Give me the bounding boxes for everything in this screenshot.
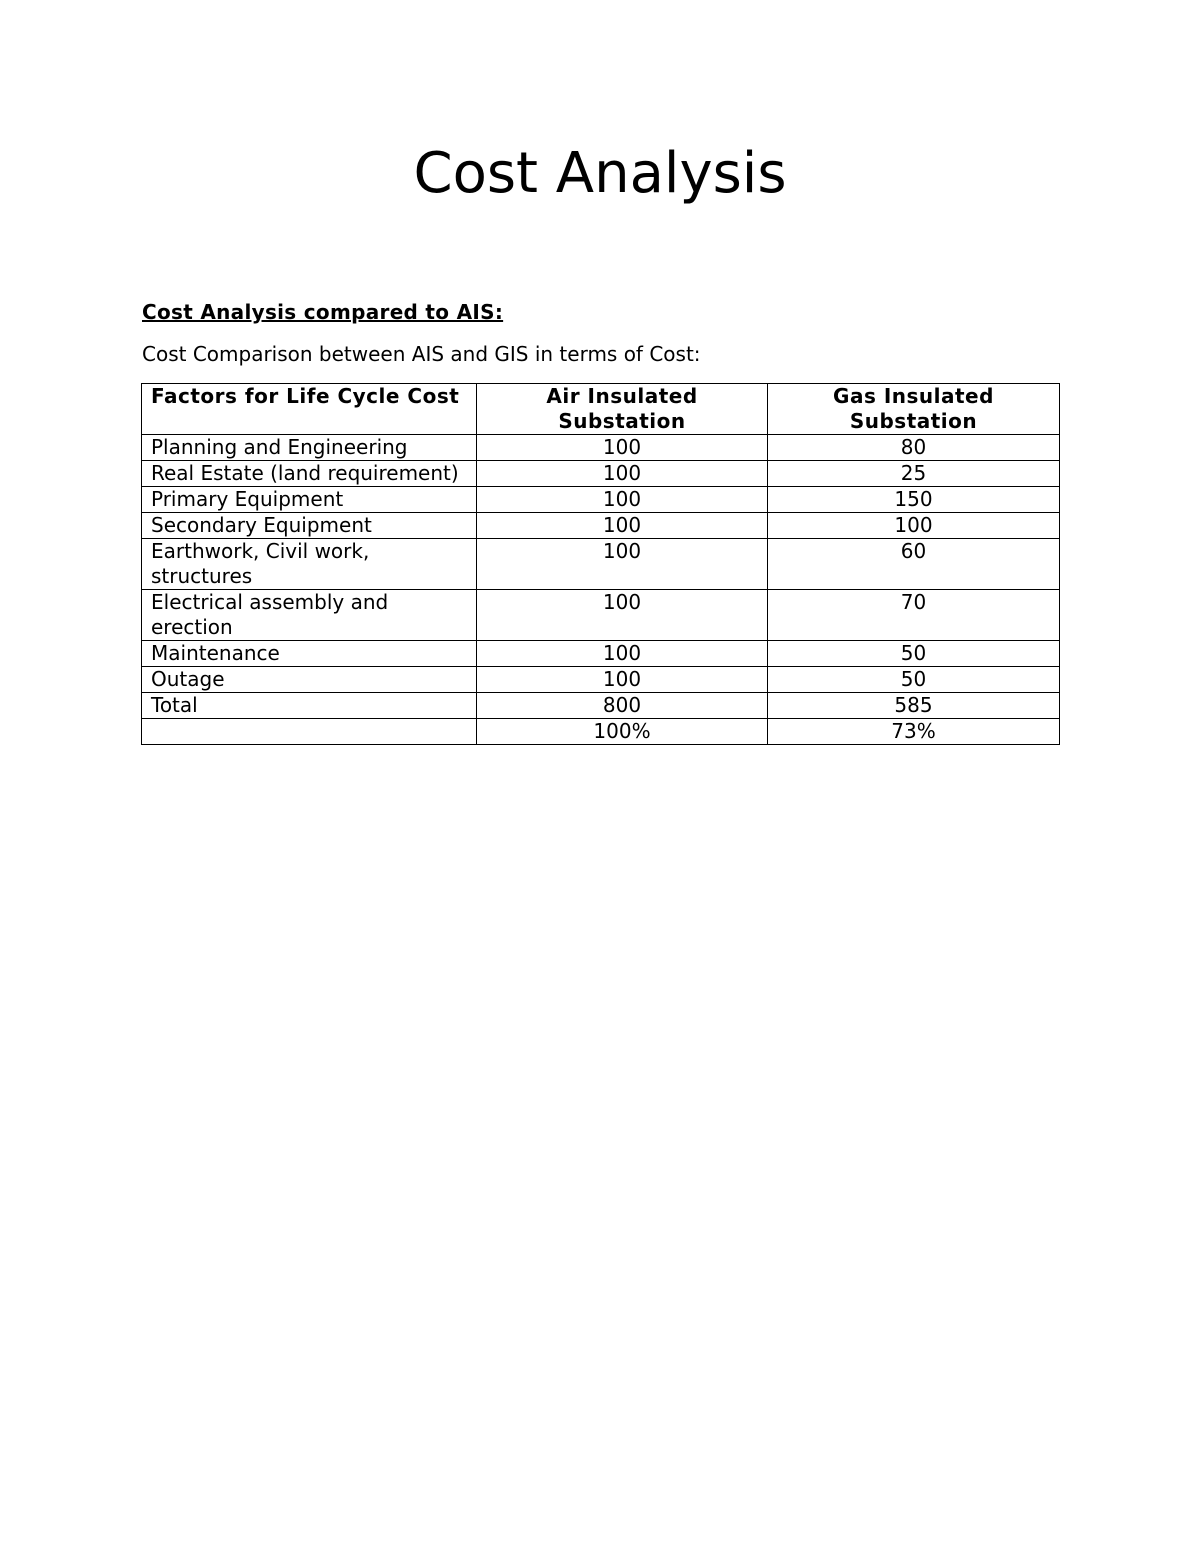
factor-cell: Real Estate (land requirement) xyxy=(142,461,477,487)
table-row xyxy=(142,590,1060,641)
gis-cell: 70 xyxy=(768,590,1060,641)
table-row xyxy=(142,513,1060,539)
table-row xyxy=(142,435,1060,461)
table-row xyxy=(142,641,1060,667)
table-header-row xyxy=(142,384,1060,435)
page-title: Cost Analysis xyxy=(413,141,787,206)
ais-cell: 100 xyxy=(477,590,768,641)
cost-comparison-table xyxy=(141,383,1060,745)
factor-cell: Secondary Equipment xyxy=(142,513,477,539)
factor-cell: Maintenance xyxy=(142,641,477,667)
gis-cell: 100 xyxy=(768,513,1060,539)
table-row xyxy=(142,487,1060,513)
ais-cell: 100 xyxy=(477,487,768,513)
ais-cell: 800 xyxy=(477,693,768,719)
table-row xyxy=(142,461,1060,487)
gis-cell: 73% xyxy=(768,719,1060,745)
ais-cell: 100 xyxy=(477,513,768,539)
ais-cell: 100 xyxy=(477,461,768,487)
factor-cell: Earthwork, Civil work, structures xyxy=(142,539,477,590)
ais-cell: 100 xyxy=(477,667,768,693)
table-row-total xyxy=(142,693,1060,719)
gis-cell: 60 xyxy=(768,539,1060,590)
gis-cell: 50 xyxy=(768,667,1060,693)
factor-cell: Electrical assembly and erection xyxy=(142,590,477,641)
gis-cell: 80 xyxy=(768,435,1060,461)
factor-cell: Primary Equipment xyxy=(142,487,477,513)
header-ais: Air Insulated Substation xyxy=(477,384,768,435)
intro-paragraph: Cost Comparison between AIS and GIS in terms of Cost: xyxy=(142,342,701,366)
table-row-percentage xyxy=(142,719,1060,745)
header-gis: Gas Insulated Substation xyxy=(768,384,1060,435)
ais-cell: 100% xyxy=(477,719,768,745)
gis-cell: 585 xyxy=(768,693,1060,719)
factor-cell xyxy=(142,719,477,745)
ais-cell: 100 xyxy=(477,435,768,461)
factor-cell: Total xyxy=(142,693,477,719)
section-heading: Cost Analysis compared to AIS: xyxy=(142,300,504,324)
factor-cell: Planning and Engineering xyxy=(142,435,477,461)
gis-cell: 150 xyxy=(768,487,1060,513)
factor-cell: Outage xyxy=(142,667,477,693)
table-row xyxy=(142,539,1060,590)
gis-cell: 25 xyxy=(768,461,1060,487)
ais-cell: 100 xyxy=(477,539,768,590)
header-factors: Factors for Life Cycle Cost xyxy=(142,384,477,435)
table-row xyxy=(142,667,1060,693)
gis-cell: 50 xyxy=(768,641,1060,667)
ais-cell: 100 xyxy=(477,641,768,667)
